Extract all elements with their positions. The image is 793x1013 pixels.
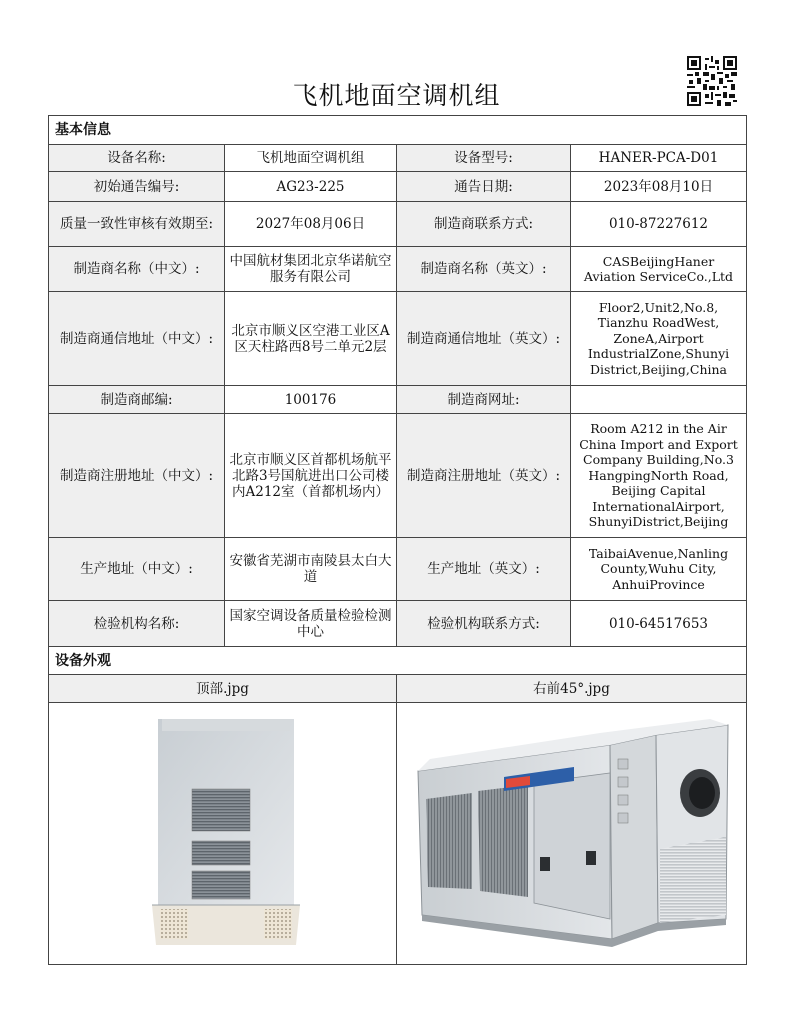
- maker-en-label: 制造商名称（英文）:: [397, 247, 571, 292]
- prod-cn-value: 安徽省芜湖市南陵县太白大道: [225, 538, 397, 601]
- maker-cn-label: 制造商名称（中文）:: [49, 247, 225, 292]
- addr-cn-label: 制造商通信地址（中文）:: [49, 292, 225, 386]
- website-label: 制造商网址:: [397, 386, 571, 414]
- device-name-label: 设备名称:: [49, 145, 225, 172]
- addr-en-value: Floor2,Unit2,No.8, Tianzhu RoadWest, ZoneA,Airport IndustrialZone,Shunyi District,Beijing,China: [571, 292, 747, 386]
- reg-en-value: Room A212 in the Air China Import and Export Company Building,No.3 HangpingNorth Road, Beijing Capital InternationalAirport, ShunyiDistrict,Beijing: [571, 414, 747, 538]
- addr-en-label: 制造商通信地址（英文）:: [397, 292, 571, 386]
- lab-contact-value: 010-64517653: [571, 601, 747, 647]
- notice-date-value: 2023年08月10日: [571, 172, 747, 202]
- unit-top-view-image: [152, 719, 300, 947]
- section-appearance: 设备外观: [49, 647, 747, 675]
- model-value: HANER-PCA-D01: [571, 145, 747, 172]
- reg-cn-label: 制造商注册地址（中文）:: [49, 414, 225, 538]
- addr-cn-value: 北京市顺义区空港工业区A区天柱路西8号二单元2层: [225, 292, 397, 386]
- model-label: 设备型号:: [397, 145, 571, 172]
- website-value: [571, 386, 747, 414]
- prod-en-label: 生产地址（英文）:: [397, 538, 571, 601]
- top-image-caption: 顶部.jpg: [49, 675, 397, 703]
- maker-cn-value: 中国航材集团北京华诺航空服务有限公司: [225, 247, 397, 292]
- lab-label: 检验机构名称:: [49, 601, 225, 647]
- document-title: 飞机地面空调机组: [292, 81, 501, 110]
- reg-cn-value: 北京市顺义区首都机场航平北路3号国航进出口公司楼内A212室（首都机场内）: [225, 414, 397, 538]
- quality-expiry-label: 质量一致性审核有效期至:: [49, 202, 225, 247]
- device-name-value: 飞机地面空调机组: [225, 145, 397, 172]
- lab-contact-label: 检验机构联系方式:: [397, 601, 571, 647]
- maker-en-value: CASBeijingHaner Aviation ServiceCo.,Ltd: [571, 247, 747, 292]
- quality-expiry-value: 2027年08月06日: [225, 202, 397, 247]
- prod-en-value: TaibaiAvenue,Nanling County,Wuhu City, AnhuiProvince: [571, 538, 747, 601]
- contact-label: 制造商联系方式:: [397, 202, 571, 247]
- lab-value: 国家空调设备质量检验检测中心: [225, 601, 397, 647]
- side-image-caption: 右前45°.jpg: [397, 675, 747, 703]
- notice-no-value: AG23-225: [225, 172, 397, 202]
- notice-no-label: 初始通告编号:: [49, 172, 225, 202]
- reg-en-label: 制造商注册地址（英文）:: [397, 414, 571, 538]
- notice-date-label: 通告日期:: [397, 172, 571, 202]
- contact-value: 010-87227612: [571, 202, 747, 247]
- postcode-value: 100176: [225, 386, 397, 414]
- unit-front-45-image: [410, 719, 730, 962]
- prod-cn-label: 生产地址（中文）:: [49, 538, 225, 601]
- section-basic-info: 基本信息: [49, 116, 747, 145]
- qr-code-icon: [687, 56, 737, 106]
- postcode-label: 制造商邮编:: [49, 386, 225, 414]
